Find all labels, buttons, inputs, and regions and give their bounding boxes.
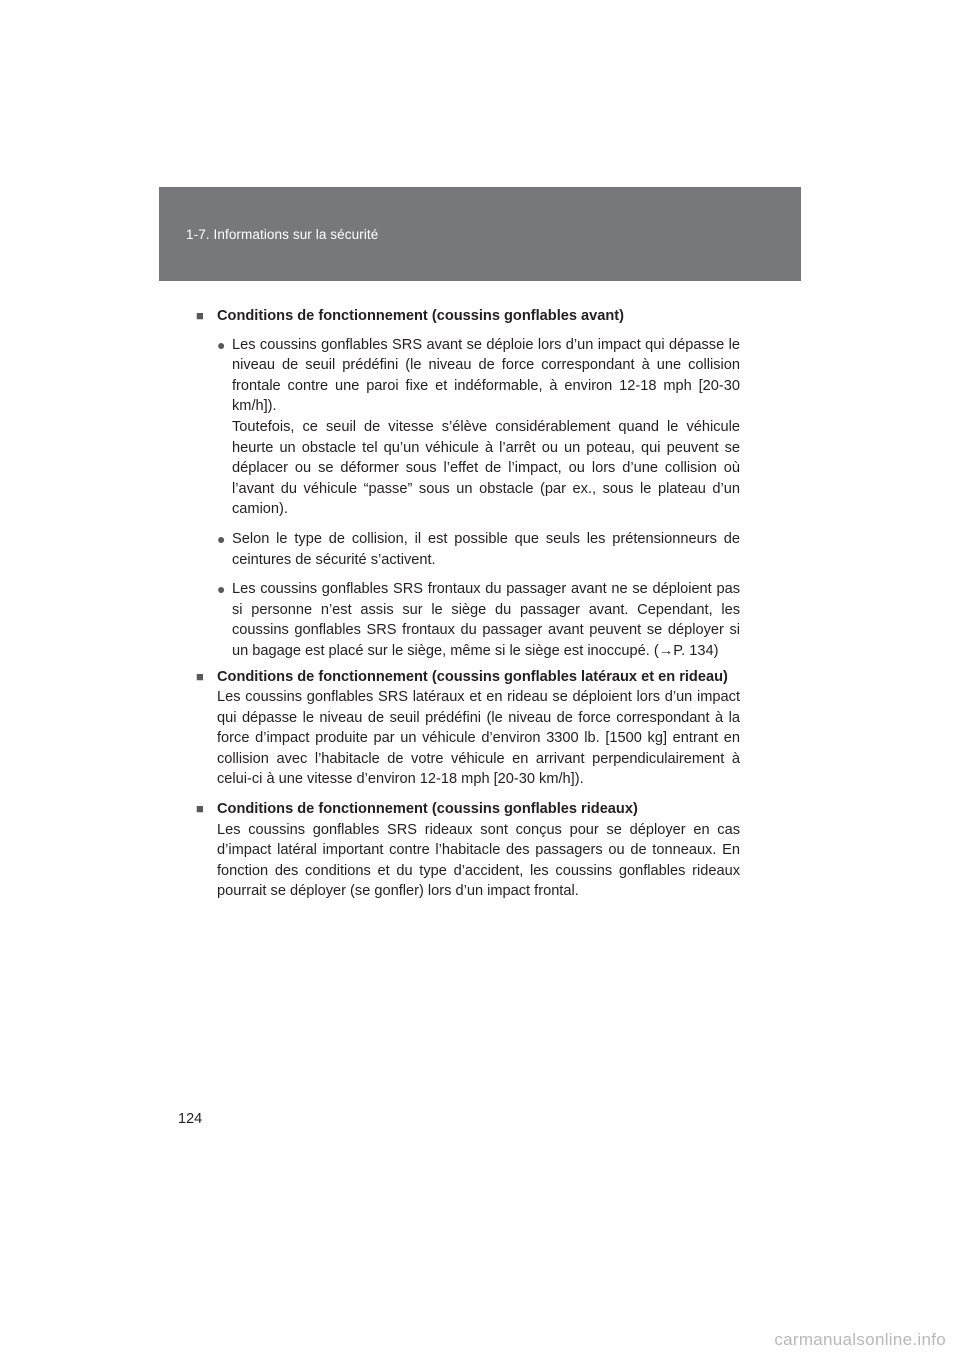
circle-bullet-icon: ● (217, 581, 226, 598)
section-body-text: Les coussins gonflables SRS latéraux et en rideau se déploient lors d’un impact qui dépasse le niveau de seuil prédéfini (le niveau de force correspondant à la force d’impact produite par un véhicule d’environ 3300 lb. [1500 kg] entrant en collision avec l’habitacle de votre véhicule en arrivant perpendiculairement à celui-ci à une vitesse d’environ 12-18 mph [20-30 km/h]). (217, 689, 740, 788)
section-heading-side-curtain-airbags (196, 667, 740, 688)
bullet-item (196, 529, 740, 570)
circle-bullet-icon: ● (217, 336, 226, 353)
section-body-text: Les coussins gonflables SRS rideaux sont conçus pour se déployer en cas d’impact latéral important contre l’habitacle des passagers ou de tonneaux. En fonction des conditions et du type d’accident, les coussins gonflables rideaux pourrait se déployer (se gonfler) lors d’un impact frontal. (217, 821, 740, 900)
bullet-text: Les coussins gonflables SRS frontaux du passager avant ne se déploient pas si personne n’est assis sur le siège du passager avant. Cependant, les coussins gonflables SRS frontaux du passager avant peuvent se déployer si un bagage est placé sur le siège, même si le siège est inoccupé. (→P. 134) (232, 581, 740, 659)
bullet-text: Les coussins gonflables SRS avant se déploie lors d’un impact qui dépasse le niveau de seuil prédéfini (le niveau de force correspondant à une collision frontale contre une paroi fixe et indéformable, à environ 12-18 mph [20-30 km/h]). (232, 336, 740, 415)
bullet-item (196, 579, 740, 661)
chapter-title: 1-7. Informations sur la sécurité (186, 227, 379, 242)
square-bullet-icon: ■ (196, 668, 204, 684)
bullet-item (196, 335, 740, 417)
circle-bullet-icon: ● (217, 530, 226, 547)
chapter-header-band (159, 187, 801, 281)
square-bullet-icon: ■ (196, 308, 204, 323)
page-content (196, 306, 740, 902)
section-title: Conditions de fonctionnement (coussins gonflables avant) (217, 308, 625, 324)
section-heading-front-airbags (196, 306, 740, 327)
section-title: Conditions de fonctionnement (coussins gonflables rideaux) (217, 801, 638, 818)
section-title: Conditions de fonctionnement (coussins gonflables latéraux et en rideau) (217, 668, 728, 685)
bullet-text: Selon le type de collision, il est possible que seuls les prétensionneurs de ceintures de sécurité s’activent. (232, 530, 740, 568)
square-bullet-icon: ■ (196, 801, 204, 817)
section-heading-curtain-airbags (196, 799, 740, 820)
bullet-continuation-text: Toutefois, ce seuil de vitesse s’élève considérablement quand le véhicule heurte un obstacle tel qu’un véhicule à l’arrêt ou un poteau, qui peuvent se déplacer ou se déformer sous l’effet de l’impact, ou lors d’une collision où l’avant du véhicule “passe” sous un obstacle (par ex., sous le plateau d’un camion). (232, 418, 740, 518)
page-number: 124 (178, 1111, 203, 1127)
site-watermark: carmanualsonline.info (774, 1330, 946, 1349)
